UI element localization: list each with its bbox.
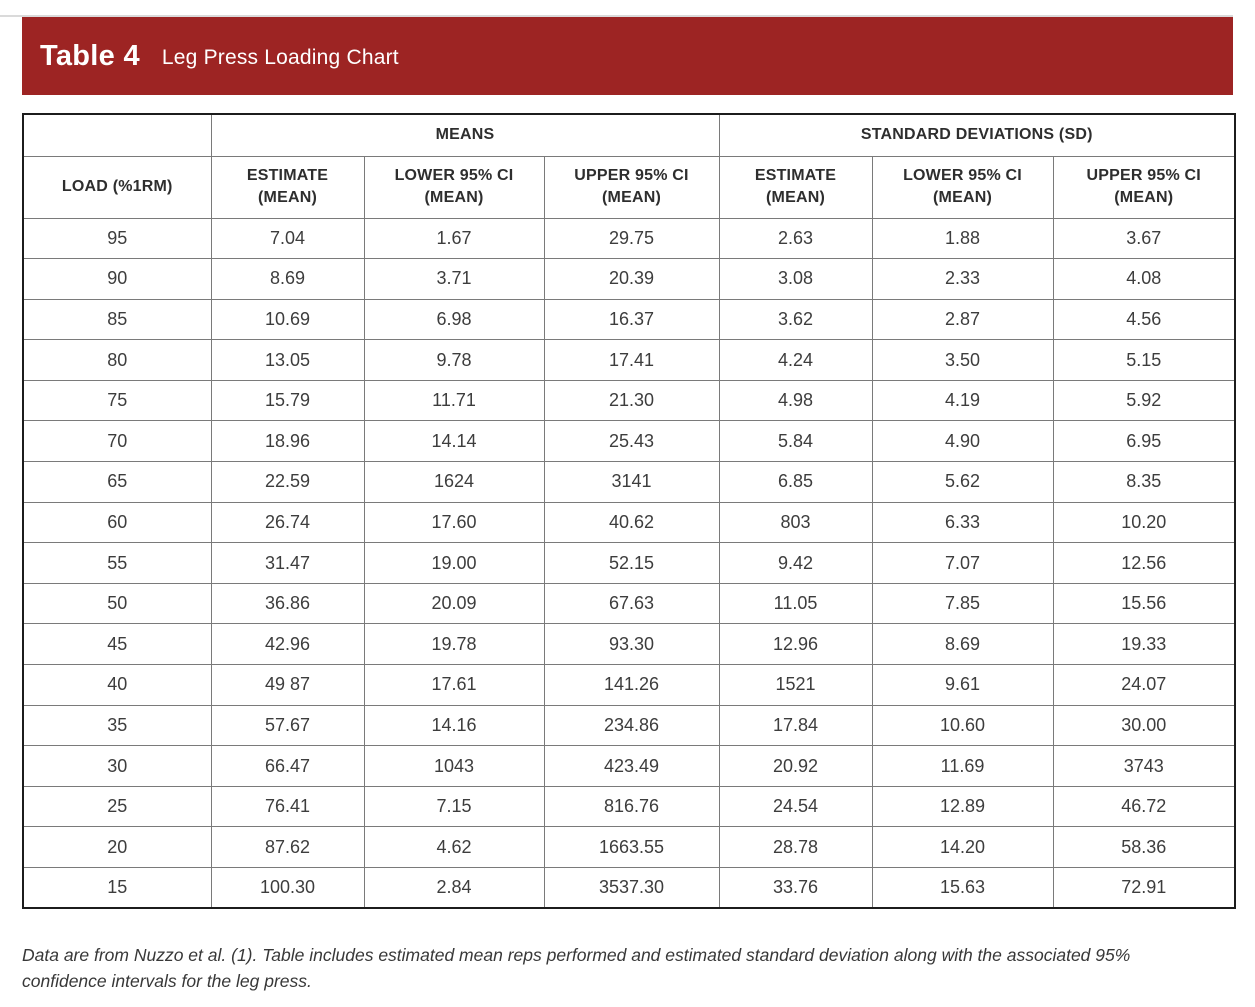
table-footnote: Data are from Nuzzo et al. (1). Table includes estimated mean reps performed and estimated standard deviation along with the associated 95% confidence intervals for the leg press. <box>22 945 1131 992</box>
table-row <box>23 421 1235 462</box>
table-cell: 60 <box>23 502 211 543</box>
table-cell: 4.19 <box>872 380 1053 421</box>
table-cell: 14.14 <box>364 421 544 462</box>
table-cell: 49 87 <box>211 665 364 706</box>
table-row <box>23 827 1235 868</box>
table-cell: 65 <box>23 462 211 503</box>
table-cell: 66.47 <box>211 746 364 787</box>
table-cell: 28.78 <box>719 827 872 868</box>
table-cell: 141.26 <box>544 665 719 706</box>
table-row <box>23 218 1235 259</box>
table-cell: 19.33 <box>1053 624 1235 665</box>
table-cell: 31.47 <box>211 543 364 584</box>
table-title-banner <box>22 17 1233 95</box>
column-header-label: LOAD (%1RM) <box>61 178 173 196</box>
table-cell: 1.88 <box>872 218 1053 259</box>
table-cell: 40 <box>23 665 211 706</box>
table-cell: 1663.55 <box>544 827 719 868</box>
table-cell: 7.04 <box>211 218 364 259</box>
table-cell: 16.37 <box>544 299 719 340</box>
table-cell: 36.86 <box>211 583 364 624</box>
table-body <box>23 218 1235 908</box>
table-cell: 19.00 <box>364 543 544 584</box>
table-cell: 50 <box>23 583 211 624</box>
table-cell: 24.54 <box>719 786 872 827</box>
table-cell: 10.69 <box>211 299 364 340</box>
table-row <box>23 380 1235 421</box>
table-cell: 20.92 <box>719 746 872 787</box>
table-cell: 14.20 <box>872 827 1053 868</box>
table-cell: 6.95 <box>1053 421 1235 462</box>
table-cell: 12.96 <box>719 624 872 665</box>
table-row <box>23 462 1235 503</box>
table-cell: 19.78 <box>364 624 544 665</box>
column-header-row <box>23 156 1235 218</box>
column-header-label: ESTIMATE <box>246 167 329 185</box>
table-cell: 20 <box>23 827 211 868</box>
table-cell: 35 <box>23 705 211 746</box>
table-cell: 2.87 <box>872 299 1053 340</box>
table-cell: 90 <box>23 259 211 300</box>
table-cell: 29.75 <box>544 218 719 259</box>
table-row <box>23 543 1235 584</box>
table-cell: 803 <box>719 502 872 543</box>
table-cell: 5.62 <box>872 462 1053 503</box>
table-cell: 423.49 <box>544 746 719 787</box>
table-cell: 3.62 <box>719 299 872 340</box>
table-cell: 15.56 <box>1053 583 1235 624</box>
table-cell: 4.90 <box>872 421 1053 462</box>
table-cell: 5.15 <box>1053 340 1235 381</box>
column-header-means-estimate: ESTIMATE (MEAN) <box>211 156 364 218</box>
table-cell: 2.33 <box>872 259 1053 300</box>
table-cell: 3.50 <box>872 340 1053 381</box>
table-cell: 20.39 <box>544 259 719 300</box>
table-cell: 87.62 <box>211 827 364 868</box>
table-cell: 15.63 <box>872 868 1053 909</box>
table-cell: 1624 <box>364 462 544 503</box>
table-cell: 12.56 <box>1053 543 1235 584</box>
table-cell: 17.60 <box>364 502 544 543</box>
table-cell: 85 <box>23 299 211 340</box>
table-cell: 2.84 <box>364 868 544 909</box>
table-cell: 1521 <box>719 665 872 706</box>
table-row <box>23 624 1235 665</box>
table-cell: 3.67 <box>1053 218 1235 259</box>
table-cell: 2.63 <box>719 218 872 259</box>
table-cell: 9.61 <box>872 665 1053 706</box>
column-header-label: LOWER 95% CI <box>394 167 514 185</box>
table-cell: 67.63 <box>544 583 719 624</box>
table-cell: 45 <box>23 624 211 665</box>
means-group-header: MEANS <box>211 114 719 156</box>
table-cell: 10.60 <box>872 705 1053 746</box>
table-cell: 42.96 <box>211 624 364 665</box>
table-cell: 234.86 <box>544 705 719 746</box>
table-cell: 4.24 <box>719 340 872 381</box>
table-cell: 72.91 <box>1053 868 1235 909</box>
table-cell: 17.61 <box>364 665 544 706</box>
table-cell: 4.08 <box>1053 259 1235 300</box>
table-cell: 11.69 <box>872 746 1053 787</box>
table-cell: 14.16 <box>364 705 544 746</box>
column-header-label: LOWER 95% CI <box>903 167 1022 185</box>
column-header-label: UPPER 95% CI <box>574 167 689 185</box>
table-cell: 25.43 <box>544 421 719 462</box>
table-row <box>23 502 1235 543</box>
table-cell: 22.59 <box>211 462 364 503</box>
empty-corner-cell <box>23 114 211 156</box>
table-row <box>23 299 1235 340</box>
leg-press-loading-table <box>22 113 1236 909</box>
table-row <box>23 786 1235 827</box>
table-cell: 75 <box>23 380 211 421</box>
table-number-label: Table 4 <box>40 39 140 72</box>
table-cell: 24.07 <box>1053 665 1235 706</box>
column-header-sd-lower-ci: LOWER 95% CI (MEAN) <box>872 156 1053 218</box>
table-cell: 3.08 <box>719 259 872 300</box>
table-cell: 7.07 <box>872 543 1053 584</box>
table-cell: 8.35 <box>1053 462 1235 503</box>
table-cell: 3537.30 <box>544 868 719 909</box>
table-cell: 3743 <box>1053 746 1235 787</box>
table-row <box>23 868 1235 909</box>
column-header-means-upper-ci: UPPER 95% CI (MEAN) <box>544 156 719 218</box>
table-row <box>23 746 1235 787</box>
table-cell: 5.92 <box>1053 380 1235 421</box>
table-row <box>23 705 1235 746</box>
table-cell: 80 <box>23 340 211 381</box>
group-header-row <box>23 114 1235 156</box>
table-cell: 12.89 <box>872 786 1053 827</box>
table-cell: 11.05 <box>719 583 872 624</box>
table-row <box>23 340 1235 381</box>
column-header-label: UPPER 95% CI <box>1086 167 1201 185</box>
table-cell: 1043 <box>364 746 544 787</box>
table-cell: 93.30 <box>544 624 719 665</box>
table-cell: 9.42 <box>719 543 872 584</box>
table-cell: 52.15 <box>544 543 719 584</box>
table-cell: 40.62 <box>544 502 719 543</box>
table-cell: 26.74 <box>211 502 364 543</box>
table-cell: 3.71 <box>364 259 544 300</box>
table-cell: 10.20 <box>1053 502 1235 543</box>
column-header-means-lower-ci: LOWER 95% CI (MEAN) <box>364 156 544 218</box>
table-cell: 9.78 <box>364 340 544 381</box>
column-header-sd-estimate: ESTIMATE (MEAN) <box>719 156 872 218</box>
table-cell: 46.72 <box>1053 786 1235 827</box>
table-cell: 3141 <box>544 462 719 503</box>
table-cell: 8.69 <box>872 624 1053 665</box>
table-cell: 4.56 <box>1053 299 1235 340</box>
table-cell: 6.33 <box>872 502 1053 543</box>
table-cell: 20.09 <box>364 583 544 624</box>
table-cell: 1.67 <box>364 218 544 259</box>
table-cell: 17.84 <box>719 705 872 746</box>
table-cell: 4.98 <box>719 380 872 421</box>
sd-group-header: STANDARD DEVIATIONS (SD) <box>719 114 1235 156</box>
table-cell: 57.67 <box>211 705 364 746</box>
table-cell: 11.71 <box>364 380 544 421</box>
table-row <box>23 583 1235 624</box>
table-cell: 33.76 <box>719 868 872 909</box>
table-cell: 76.41 <box>211 786 364 827</box>
table-cell: 17.41 <box>544 340 719 381</box>
table-cell: 58.36 <box>1053 827 1235 868</box>
table-cell: 7.15 <box>364 786 544 827</box>
table-cell: 15 <box>23 868 211 909</box>
table-cell: 55 <box>23 543 211 584</box>
table-cell: 30 <box>23 746 211 787</box>
table-cell: 18.96 <box>211 421 364 462</box>
column-header-label: ESTIMATE <box>754 167 837 185</box>
table-cell: 30.00 <box>1053 705 1235 746</box>
column-header-sd-upper-ci: UPPER 95% CI (MEAN) <box>1053 156 1235 218</box>
table-header <box>23 114 1235 218</box>
table-cell: 100.30 <box>211 868 364 909</box>
table-cell: 13.05 <box>211 340 364 381</box>
table-row <box>23 259 1235 300</box>
table-cell: 7.85 <box>872 583 1053 624</box>
table-cell: 5.84 <box>719 421 872 462</box>
table-cell: 4.62 <box>364 827 544 868</box>
table-cell: 6.85 <box>719 462 872 503</box>
table-cell: 21.30 <box>544 380 719 421</box>
column-header-load <box>23 156 211 218</box>
table-cell: 25 <box>23 786 211 827</box>
table-cell: 95 <box>23 218 211 259</box>
table-cell: 15.79 <box>211 380 364 421</box>
table-cell: 6.98 <box>364 299 544 340</box>
table-row <box>23 665 1235 706</box>
table-cell: 816.76 <box>544 786 719 827</box>
table-cell: 70 <box>23 421 211 462</box>
table-cell: 8.69 <box>211 259 364 300</box>
table-title: Leg Press Loading Chart <box>161 46 399 69</box>
